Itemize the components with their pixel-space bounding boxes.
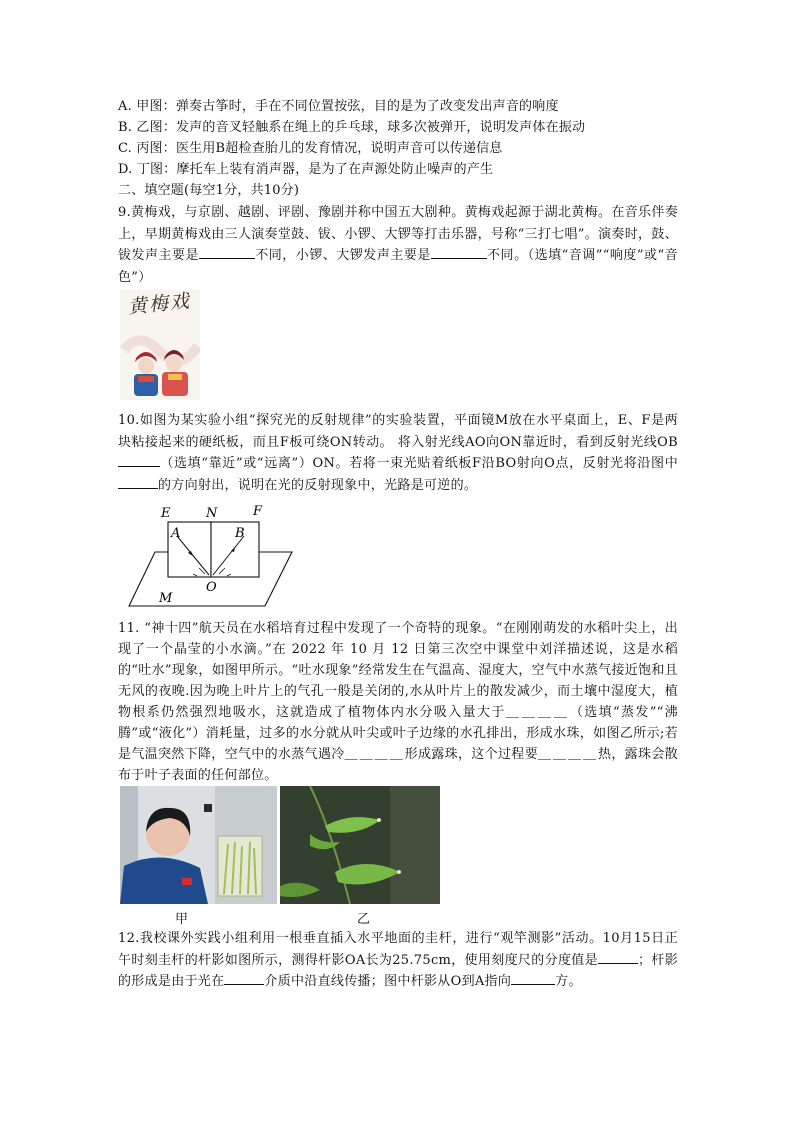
q11-blank-3[interactable]: ＿＿＿＿ (537, 747, 599, 762)
question-9 (118, 202, 678, 288)
section-title: 二、填空题(每空1分，共10分) (118, 183, 300, 198)
label-n: N (206, 506, 218, 521)
option-c: C. 丙图：医生用B超检查胎儿的发育情况，说明声音可以传递信息 (118, 141, 503, 156)
q10-text-c: 的方向射出，说明在光的反射现象中，光路是可逆的。 (158, 477, 478, 493)
label-e: E (161, 506, 171, 521)
question-11 (118, 618, 678, 786)
q11-blank-2[interactable]: ＿＿＿＿ (344, 747, 405, 762)
option-a: A. 甲图：弹奏古筝时，手在不同位置按弦，目的是为了改变发出声音的响度 (118, 99, 559, 114)
q10-blank-1[interactable] (118, 454, 160, 467)
q10-text-b: （选填“靠近”或“远离”）ON。若将一束光贴着纸板F沿BO射向O点，反射光将沿图中 (160, 456, 678, 471)
q9-text-c: 不同。（选填“音调”“响度”或“音色”） (118, 248, 678, 285)
q12-text-c: 介质中沿直线传播；图中杆影从O到A指向 (264, 974, 512, 989)
q12-blank-1[interactable] (598, 951, 638, 964)
q11-text-c: 形成露珠，这个过程要 (404, 747, 538, 762)
label-m: M (159, 591, 173, 606)
q12-blank-3[interactable] (511, 972, 555, 985)
q12-text-a: 12.我校课外实践小组利用一根垂直插入水平地面的圭杆，进行“观竿测影”活动。10月15日正午时刻圭杆的杆影如图所示，测得杆影OA长为25.75cm，使用刻度尺的分度值是 (118, 931, 678, 968)
q9-blank-2[interactable] (431, 246, 487, 259)
label-a: A (171, 526, 181, 541)
label-o: O (206, 580, 217, 595)
label-f: F (253, 504, 263, 519)
q12-text-d: 方。 (555, 974, 582, 989)
leaves-photo (280, 786, 440, 904)
q9-blank-1[interactable] (199, 246, 255, 259)
option-d: D. 丁图：摩托车上装有消声器，是为了在声源处防止噪声的产生 (118, 162, 494, 177)
question-12 (118, 928, 678, 993)
caption-jia: 甲 (175, 912, 189, 927)
q11-text-b: （选填“蒸发”“沸腾”或“液化”）消耗量，过多的水分就从叶尖或叶子边缘的水孔排出，形成水珠，如图乙所示;若是气温突然下降，空气中的水蒸气遇冷 (118, 705, 678, 762)
astronaut-photo (120, 786, 277, 904)
caption-yi: 乙 (357, 912, 371, 927)
huangmei-title-art: 黄梅戏 (127, 290, 193, 319)
q12-blank-2[interactable] (224, 972, 264, 985)
option-b: B. 乙图：发声的音叉轻触系在绳上的乒乓球，球多次被弹开，说明发声体在振动 (118, 120, 586, 135)
q12-text-b: ；杆影的形成是由于光在 (118, 952, 678, 989)
label-b: B (235, 526, 245, 541)
huangmei-opera-image (120, 290, 200, 400)
q10-text-a: 10.如图为某实验小组“探究光的反射规律”的实验装置，平面镜M放在水平桌面上，E、F是两块粘接起来的硬纸板，而且F板可绕ON转动。 将入射光线AO向ON靠近时，看到反射光线OB (118, 413, 678, 450)
q9-text-b: 不同，小锣、大锣发声主要是 (255, 248, 431, 263)
q11-text-d: 热，露珠会散布于叶子表面的任何部位。 (118, 747, 678, 783)
q11-blank-1[interactable]: ＿＿＿＿ (505, 705, 570, 720)
reflection-diagram (125, 500, 300, 612)
q10-blank-2[interactable] (118, 476, 158, 489)
q11-text-a: 11. “神十四”航天员在水稻培育过程中发现了一个奇特的现象。“在刚刚萌发的水稻叶尖上，出现了一个晶莹的小水滴。”在 2022 年 10 月 12 日第三次空中课堂中刘洋描述说，这是水稻的“吐水”现象，如图甲所示。“吐水现象”经常发生在气温高、湿度大，空气中水蒸气接近饱和且无风的夜晚.因为晚上叶片上的气孔一般是关闭的,水从叶片上的散发减少，而土壤中湿度大，植物根系仍然强烈地吸水，这就造成了植物体内水分吸入量大于 (118, 621, 678, 720)
q9-text-a: 9.黄梅戏，与京剧、越剧、评剧、豫剧并称中国五大剧种。黄梅戏起源于湖北黄梅。在音乐伴奏上，早期黄梅戏由三人演奏堂鼓、钹、小锣、大锣等打击乐器，号称“三打七唱”。演奏时，鼓、钹发声主要是 (118, 205, 678, 263)
question-10 (118, 410, 678, 496)
